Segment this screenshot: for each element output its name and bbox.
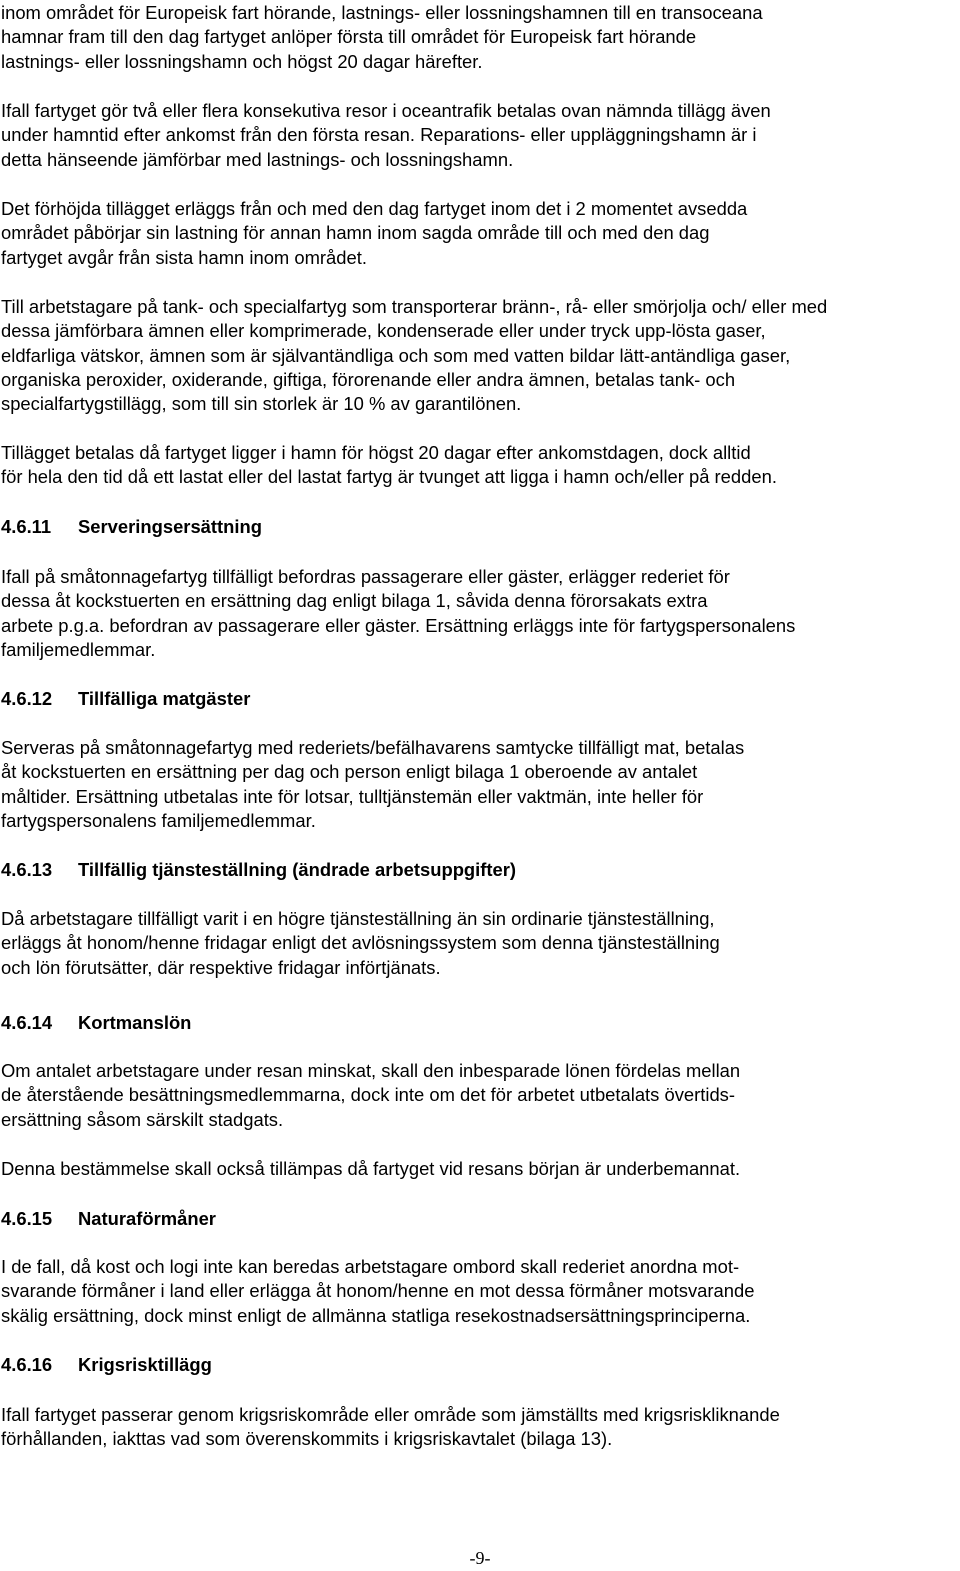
intro-paragraph-3 [1, 197, 959, 270]
text-line: inom området för Europeisk fart hörande, lastnings- eller lossningshamnen till en transoceana [1, 2, 763, 23]
section-heading-4-6-15 [1, 1207, 216, 1231]
section-heading-4-6-12 [1, 687, 250, 711]
text-line: ersättning såsom särskilt stadgats. [1, 1108, 284, 1130]
text-line: och lön förutsätter, där respektive fridagar införtjänats. [1, 956, 441, 978]
section-4-6-14-paragraph-2 [1, 1157, 959, 1181]
text-line: åt kockstuerten en ersättning per dag och person enligt bilaga 1 oberoende av antalet [1, 761, 698, 783]
text-line: lastnings- eller lossningshamn och högst 20 dagar härefter. [1, 50, 483, 72]
text-line: dessa åt kockstuerten en ersättning dag enligt bilaga 1, såvida denna förorsakats extra [1, 590, 708, 612]
text-line: Ifall på småtonnagefartyg tillfälligt befordras passagerare eller gäster, erlägger rederiet för [1, 566, 730, 587]
section-4-6-11-paragraph [1, 565, 959, 662]
text-line: Om antalet arbetstagare under resan minskat, skall den inbesparade lönen fördelas mellan [1, 1060, 741, 1081]
section-number: 4.6.14 [1, 1012, 53, 1033]
text-line: fartygspersonalens familjemedlemmar. [1, 809, 316, 831]
intro-paragraph-1 [1, 1, 959, 74]
text-line: I de fall, då kost och logi inte kan beredas arbetstagare ombord skall rederiet anordna mot- [1, 1256, 740, 1277]
section-heading-4-6-16 [1, 1353, 212, 1377]
intro-paragraph-2 [1, 99, 959, 172]
section-4-6-13-paragraph [1, 907, 959, 980]
section-4-6-14-paragraph-1 [1, 1059, 959, 1132]
text-line: förhållanden, iakttas vad som överenskommits i krigsriskavtalet (bilaga 13). [1, 1428, 613, 1450]
section-title: Tillfällig tjänsteställning (ändrade arbetsuppgifter) [78, 859, 517, 880]
text-line: hamnar fram till den dag fartyget anlöper första till området för Europeisk fart hörande [1, 26, 697, 48]
text-line: arbete p.g.a. befordran av passagerare eller gäster. Ersättning erläggs inte för fartygspersonalens [1, 614, 796, 636]
text-line: under hamntid efter ankomst från den första resan. Reparations- eller uppläggningshamn är i [1, 124, 757, 146]
text-line: familjemedlemmar. [1, 638, 156, 660]
section-title: Kortmanslön [78, 1012, 192, 1033]
text-line: erläggs åt honom/henne fridagar enligt det avlösningssystem som denna tjänsteställning [1, 932, 720, 954]
text-line: Det förhöjda tillägget erläggs från och med den dag fartyget inom det i 2 momentet avsedda [1, 198, 748, 219]
text-line: specialfartygstillägg, som till sin storlek är 10 % av garantilönen. [1, 393, 522, 415]
text-line: skälig ersättning, dock minst enligt de allmänna statliga resekostnadsersättningsprinciperna. [1, 1304, 751, 1326]
section-number: 4.6.16 [1, 1354, 53, 1375]
text-line: svarande förmåner i land eller erlägga åt honom/henne en mot dessa förmåner motsvarande [1, 1280, 755, 1302]
intro-paragraph-4 [1, 295, 959, 416]
section-title: Krigsrisktillägg [78, 1354, 212, 1375]
page-number: -9- [469, 1548, 491, 1568]
section-number: 4.6.13 [1, 859, 53, 880]
text-line: organiska peroxider, oxiderande, giftiga, förorenande eller andra ämnen, betalas tank- och [1, 368, 736, 390]
section-title: Serveringsersättning [78, 516, 262, 537]
section-4-6-15-paragraph [1, 1255, 959, 1328]
text-line: Denna bestämmelse skall också tillämpas då fartyget vid resans början är underbemannat. [1, 1158, 741, 1179]
text-line: Då arbetstagare tillfälligt varit i en högre tjänsteställning än sin ordinarie tjänsteställning, [1, 908, 715, 929]
section-4-6-12-paragraph [1, 736, 959, 833]
section-number: 4.6.12 [1, 688, 53, 709]
text-line: eldfarliga vätskor, ämnen som är självantändliga och som med vatten bildar lätt-antändliga gaser, [1, 344, 791, 366]
text-line: Serveras på småtonnagefartyg med rederiets/befälhavarens samtycke tillfälligt mat, betalas [1, 737, 745, 758]
intro-paragraph-5 [1, 441, 959, 490]
text-line: för hela den tid då ett lastat eller del lastat fartyg är tvunget att ligga i hamn och/eller på redden. [1, 466, 777, 488]
text-line: Tillägget betalas då fartyget ligger i hamn för högst 20 dagar efter ankomstdagen, dock alltid [1, 442, 751, 463]
text-line: Till arbetstagare på tank- och specialfartyg som transporterar bränn-, rå- eller smörjolja och/ eller med [1, 296, 828, 317]
section-number: 4.6.15 [1, 1208, 53, 1229]
text-line: området påbörjar sin lastning för annan hamn inom sagda område till och med den dag [1, 222, 710, 244]
text-line: Ifall fartyget gör två eller flera konsekutiva resor i oceantrafik betalas ovan nämnda tillägg även [1, 100, 771, 121]
text-line: fartyget avgår från sista hamn inom området. [1, 246, 367, 268]
section-title: Naturaförmåner [78, 1208, 216, 1229]
text-line: Ifall fartyget passerar genom krigsriskområde eller område som jämställts med krigsriskliknande [1, 1404, 780, 1425]
text-line: måltider. Ersättning utbetalas inte för lotsar, tulltjänstemän eller vaktmän, inte heller för [1, 785, 704, 807]
section-title: Tillfälliga matgäster [78, 688, 251, 709]
section-heading-4-6-14 [1, 1011, 191, 1035]
section-heading-4-6-11 [1, 515, 262, 539]
section-heading-4-6-13 [1, 858, 516, 882]
text-line: dessa jämförbara ämnen eller komprimerade, kondenserade eller under tryck upp-lösta gaser, [1, 320, 766, 342]
text-line: de återstående besättningsmedlemmarna, dock inte om det för arbetet utbetalats övertids- [1, 1084, 735, 1106]
text-line: detta hänseende jämförbar med lastnings- och lossningshamn. [1, 148, 514, 170]
section-4-6-16-paragraph [1, 1403, 959, 1452]
section-number: 4.6.11 [1, 516, 52, 537]
